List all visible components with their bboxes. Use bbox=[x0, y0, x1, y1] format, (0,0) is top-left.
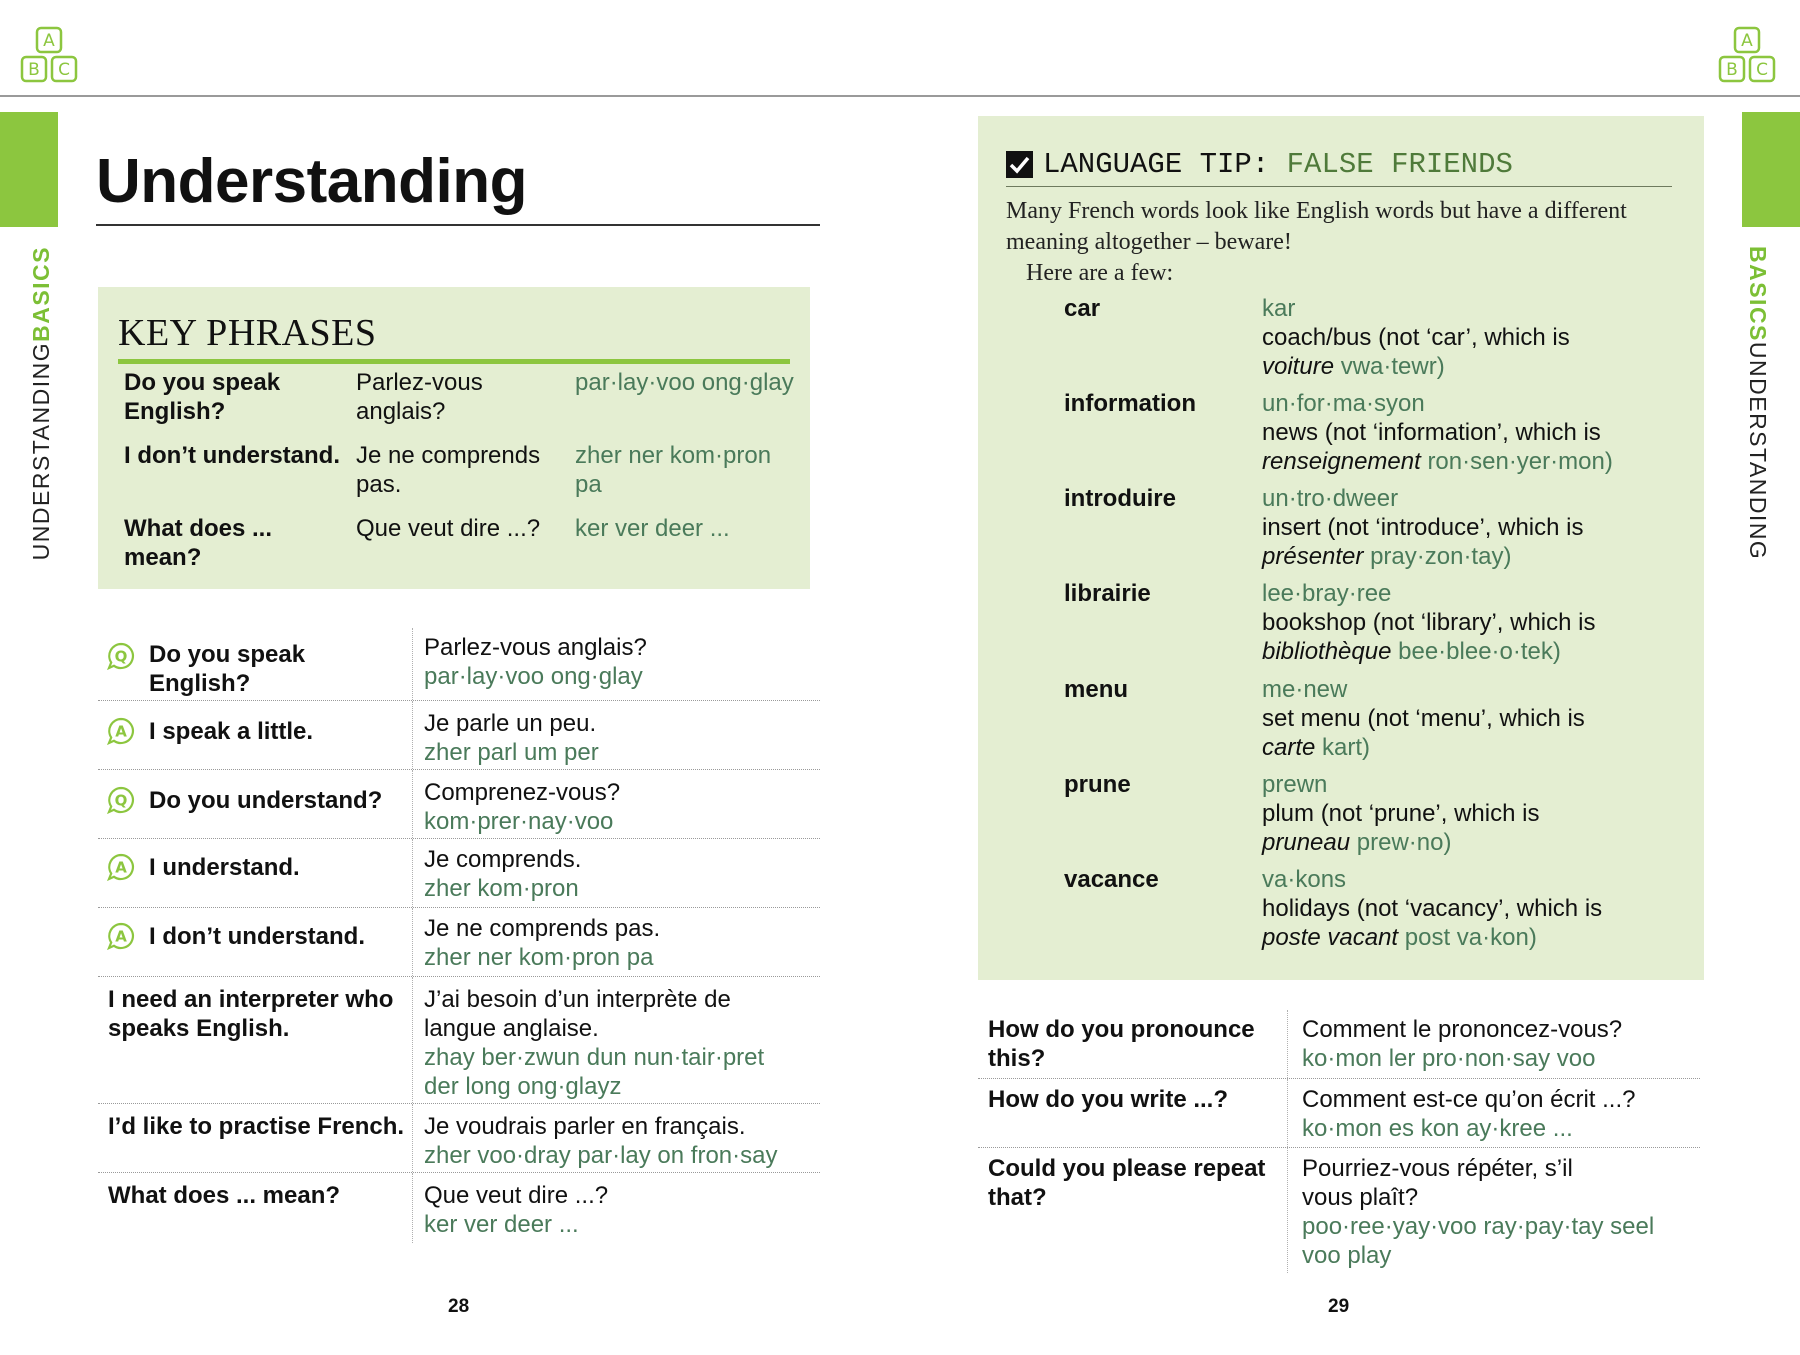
false-friend-word: introduire bbox=[1064, 485, 1176, 512]
phrase-english: What does ... mean? bbox=[108, 1182, 341, 1209]
phrase-english: How do you pronounce this? bbox=[988, 1016, 1255, 1072]
false-friend-pronunciation: prewn bbox=[1262, 771, 1328, 798]
phrase-row bbox=[98, 770, 820, 839]
key-phrase-english: Do you speak English? bbox=[124, 369, 281, 425]
phrase-french: Je voudrais parler en français. bbox=[424, 1113, 746, 1140]
false-friend-correct-pronunciation: bee·blee·o·tek) bbox=[1398, 638, 1561, 665]
false-friend-correct-word: pruneau bbox=[1262, 829, 1351, 856]
phrase-french: Je parle un peu. bbox=[424, 710, 597, 737]
false-friend-correct-pronunciation: ron·sen·yer·mon) bbox=[1427, 448, 1613, 475]
phrase-phonetic: poo·ree·yay·voo ray·pay·tay seel voo play bbox=[1302, 1213, 1655, 1269]
false-friend-meaning: insert (not ‘introduce’, which is bbox=[1262, 514, 1584, 541]
phrase-translation bbox=[424, 845, 804, 903]
false-friend-pronunciation: kar bbox=[1262, 295, 1296, 322]
phrase-english: I need an interpreter who speaks English. bbox=[108, 986, 394, 1042]
phrase-phonetic: ko·mon es kon ay·kree ... bbox=[1302, 1115, 1573, 1142]
phrase-english: Could you please repeat that? bbox=[988, 1155, 1266, 1211]
side-label-category: BASICS bbox=[1745, 246, 1772, 342]
phrase-phonetic: ko·mon ler pro·non·say voo bbox=[1302, 1045, 1596, 1072]
false-friend-description bbox=[1262, 579, 1692, 666]
phrase-translation bbox=[424, 985, 804, 1101]
false-friend-correct-pronunciation: prew·no) bbox=[1356, 829, 1452, 856]
header-rule bbox=[0, 95, 1800, 97]
phrase-translation bbox=[1302, 1154, 1697, 1270]
phrase-english: I don’t understand. bbox=[149, 923, 365, 950]
side-label bbox=[25, 246, 57, 561]
svg-text:A: A bbox=[43, 31, 55, 51]
key-phrase-french: Que veut dire ...? bbox=[356, 515, 541, 542]
svg-text:C: C bbox=[58, 60, 70, 80]
side-label-section: UNDERSTANDING bbox=[1745, 341, 1772, 561]
phrase-french: Comment est-ce qu’on écrit ...? bbox=[1302, 1086, 1636, 1113]
page-number: 29 bbox=[1328, 1296, 1350, 1317]
phrase-row bbox=[98, 701, 820, 770]
key-phrase-english: What does ... mean? bbox=[124, 515, 273, 571]
key-phrase-phonetic: par·lay·voo ong·glay bbox=[575, 369, 794, 396]
false-friend-description bbox=[1262, 484, 1692, 571]
a-speech-bubble-icon bbox=[107, 717, 135, 745]
phrase-row bbox=[98, 839, 820, 908]
phrase-phonetic: par·lay·voo ong·glay bbox=[424, 663, 643, 690]
section-tab bbox=[0, 112, 58, 227]
tip-label: LANGUAGE TIP: bbox=[1043, 148, 1270, 181]
false-friend-word: car bbox=[1064, 295, 1101, 322]
phrase-translation bbox=[424, 914, 804, 972]
phrase-row bbox=[978, 1079, 1700, 1148]
phrase-french: Pourriez-vous répéter, s’il vous plaît? bbox=[1302, 1155, 1573, 1211]
svg-text:B: B bbox=[28, 60, 40, 80]
false-friend-meaning: plum (not ‘prune’, which is bbox=[1262, 800, 1540, 827]
phrase-row bbox=[978, 1010, 1700, 1079]
false-friend-correct-word: présenter bbox=[1262, 543, 1364, 570]
false-friend-correct-pronunciation: kart) bbox=[1322, 734, 1371, 761]
phrase-phonetic: zher parl um per bbox=[424, 739, 599, 766]
q-speech-bubble-icon bbox=[107, 786, 135, 814]
phrase-translation bbox=[424, 1181, 804, 1239]
phrase-phonetic: zher voo·dray par·lay on fron·say bbox=[424, 1142, 778, 1169]
key-phrases-rule bbox=[118, 359, 790, 364]
false-friend-word: prune bbox=[1064, 771, 1131, 798]
phrase-translation bbox=[1302, 1015, 1697, 1073]
false-friend-pronunciation: lee·bray·ree bbox=[1262, 580, 1392, 607]
false-friend-description bbox=[1262, 389, 1692, 476]
svg-text:Q: Q bbox=[114, 647, 128, 666]
tip-intro-list: Here are a few: bbox=[1026, 260, 1174, 286]
checkbox-icon bbox=[1006, 151, 1033, 178]
false-friend-description bbox=[1262, 294, 1692, 381]
false-friend-word: information bbox=[1064, 390, 1196, 417]
language-tip-box bbox=[978, 116, 1704, 980]
q-speech-bubble-icon bbox=[107, 642, 135, 670]
false-friend-description bbox=[1262, 675, 1692, 762]
svg-text:A: A bbox=[115, 722, 127, 741]
false-friend-correct-word: poste vacant bbox=[1262, 924, 1399, 951]
false-friend-word: menu bbox=[1064, 676, 1129, 703]
a-speech-bubble-icon bbox=[107, 922, 135, 950]
phrase-french: Comment le prononcez-vous? bbox=[1302, 1016, 1623, 1043]
false-friend-correct-word: voiture bbox=[1262, 353, 1335, 380]
phrase-row bbox=[98, 628, 820, 701]
phrase-phonetic: zher ner kom·pron pa bbox=[424, 944, 654, 971]
tip-rule bbox=[1006, 186, 1672, 187]
false-friend-word: librairie bbox=[1064, 580, 1151, 607]
svg-text:B: B bbox=[1726, 60, 1738, 80]
abc-blocks-icon bbox=[20, 26, 82, 84]
key-phrase-french: Je ne comprends pas. bbox=[356, 442, 541, 498]
phrase-french: Je comprends. bbox=[424, 846, 582, 873]
svg-text:Q: Q bbox=[114, 791, 128, 810]
key-phrase-french: Parlez-vous anglais? bbox=[356, 369, 483, 425]
key-phrase-row bbox=[124, 441, 794, 511]
tip-heading bbox=[1006, 148, 1513, 181]
false-friend-correct-word: bibliothèque bbox=[1262, 638, 1392, 665]
side-label-category: BASICS bbox=[27, 246, 54, 342]
phrase-row bbox=[98, 1104, 820, 1173]
phrase-row bbox=[98, 1173, 820, 1243]
false-friend-pronunciation: un·for·ma·syon bbox=[1262, 390, 1425, 417]
false-friend-pronunciation: un·tro·dweer bbox=[1262, 485, 1399, 512]
phrase-phonetic: kom·prer·nay·voo bbox=[424, 808, 614, 835]
false-friend-meaning: coach/bus (not ‘car’, which is bbox=[1262, 324, 1570, 351]
section-tab bbox=[1742, 112, 1800, 227]
key-phrases-heading: KEY PHRASES bbox=[118, 312, 377, 354]
false-friend-correct-pronunciation: pray·zon·tay) bbox=[1370, 543, 1512, 570]
abc-blocks-icon bbox=[1718, 26, 1780, 84]
false-friend-correct-pronunciation: post va·kon) bbox=[1404, 924, 1537, 951]
phrase-french: Je ne comprends pas. bbox=[424, 915, 661, 942]
phrase-phonetic: zher kom·pron bbox=[424, 875, 579, 902]
false-friend-description bbox=[1262, 865, 1692, 952]
phrase-english: I’d like to practise French. bbox=[108, 1113, 405, 1140]
tip-intro: Many French words look like English words but have a different meaning altogether – beware! bbox=[1006, 198, 1627, 255]
svg-text:A: A bbox=[115, 927, 127, 946]
side-label bbox=[1742, 246, 1774, 561]
svg-text:A: A bbox=[115, 858, 127, 877]
phrase-row bbox=[978, 1148, 1700, 1273]
phrase-french: Comprenez-vous? bbox=[424, 779, 621, 806]
phrase-english: I speak a little. bbox=[149, 718, 314, 745]
tip-topic: FALSE FRIENDS bbox=[1286, 148, 1513, 181]
key-phrase-row bbox=[124, 368, 794, 438]
false-friend-correct-pronunciation: vwa·tewr) bbox=[1340, 353, 1445, 380]
phrase-row bbox=[98, 908, 820, 977]
side-label-section: UNDERSTANDING bbox=[27, 341, 54, 561]
page-title: Understanding bbox=[96, 147, 527, 216]
svg-text:C: C bbox=[1756, 60, 1768, 80]
phrase-french: Parlez-vous anglais? bbox=[424, 634, 647, 661]
svg-text:A: A bbox=[1741, 31, 1753, 51]
false-friend-meaning: set menu (not ‘menu’, which is bbox=[1262, 705, 1585, 732]
phrase-translation bbox=[1302, 1085, 1697, 1143]
page-number: 28 bbox=[448, 1296, 470, 1317]
phrase-phonetic: zhay ber·zwun dun nun·tair·pret der long ong·glayz bbox=[424, 1044, 765, 1100]
false-friend-correct-word: renseignement bbox=[1262, 448, 1421, 475]
phrase-english: How do you write ...? bbox=[988, 1086, 1228, 1113]
phrase-translation bbox=[424, 633, 804, 691]
false-friend-meaning: news (not ‘information’, which is bbox=[1262, 419, 1601, 446]
false-friend-pronunciation: va·kons bbox=[1262, 866, 1347, 893]
phrase-french: Que veut dire ...? bbox=[424, 1182, 609, 1209]
title-rule bbox=[96, 224, 820, 226]
phrase-translation bbox=[424, 1112, 804, 1170]
false-friend-meaning: holidays (not ‘vacancy’, which is bbox=[1262, 895, 1603, 922]
key-phrase-row bbox=[124, 514, 794, 584]
key-phrase-english: I don’t understand. bbox=[124, 442, 340, 469]
false-friend-meaning: bookshop (not ‘library’, which is bbox=[1262, 609, 1596, 636]
phrase-english: I understand. bbox=[149, 854, 300, 881]
key-phrase-phonetic: zher ner kom·pron pa bbox=[575, 442, 772, 498]
phrase-french: J’ai besoin d’un interprète de langue anglaise. bbox=[424, 986, 731, 1042]
false-friend-word: vacance bbox=[1064, 866, 1159, 893]
phrase-translation bbox=[424, 778, 804, 836]
key-phrase-phonetic: ker ver deer ... bbox=[575, 515, 730, 542]
key-phrases-box bbox=[98, 287, 810, 589]
phrase-row bbox=[98, 977, 820, 1104]
phrase-english: Do you understand? bbox=[149, 787, 383, 814]
phrase-phonetic: ker ver deer ... bbox=[424, 1211, 579, 1238]
false-friend-correct-word: carte bbox=[1262, 734, 1316, 761]
false-friend-description bbox=[1262, 770, 1692, 857]
false-friend-pronunciation: me·new bbox=[1262, 676, 1348, 703]
phrase-translation bbox=[424, 709, 804, 767]
a-speech-bubble-icon bbox=[107, 853, 135, 881]
phrase-english: Do you speak English? bbox=[149, 641, 306, 697]
